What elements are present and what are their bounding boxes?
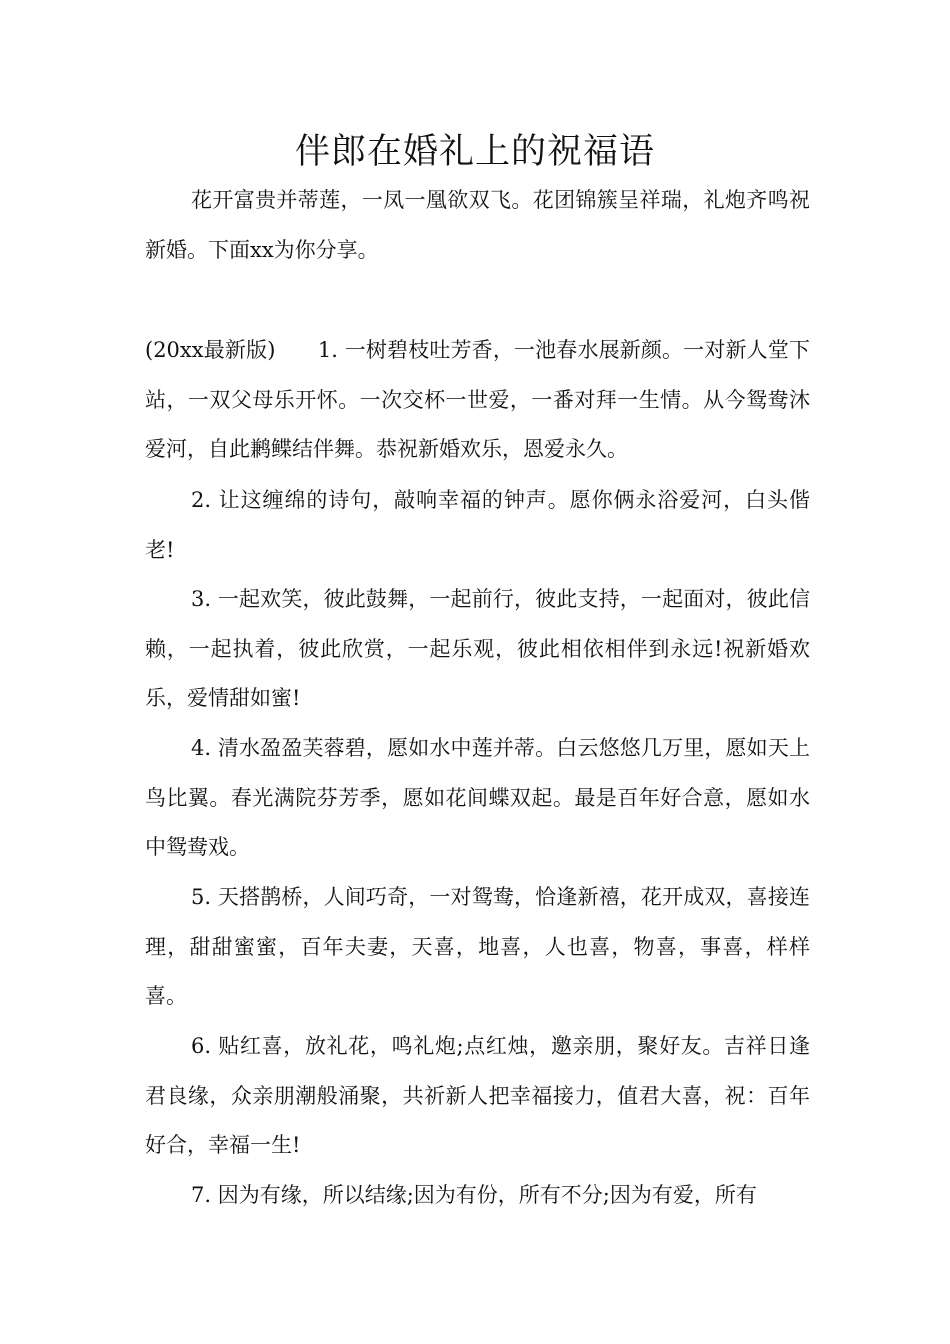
blessing-paragraph-3: 3. 一起欢笑，彼此鼓舞，一起前行，彼此支持，一起面对，彼此信赖，一起执着，彼此欣赏，一起乐观，彼此相依相伴到永远!祝新婚欢乐，爱情甜如蜜!	[145, 587, 810, 710]
blessing-paragraph-6: 6. 贴红喜，放礼花，鸣礼炮;点红烛，邀亲朋，聚好友。吉祥日逢君良缘，众亲朋潮般涌聚，共祈新人把幸福接力，值君大喜，祝：百年好合，幸福一生!	[145, 1034, 810, 1157]
blessing-paragraph-7: 7. 因为有缘，所以结缘;因为有份，所有不分;因为有爱，所有	[191, 1183, 757, 1207]
blessing-paragraph-4: 4. 清水盈盈芙蓉碧，愿如水中莲并蒂。白云悠悠几万里，愿如天上鸟比翼。春光满院芬芳季，愿如花间蝶双起。最是百年好合意，愿如水中鸳鸯戏。	[145, 736, 810, 859]
intro-paragraph: 花开富贵并蒂莲，一凤一凰欲双飞。花团锦簇呈祥瑞，礼炮齐鸣祝新婚。下面xx为你分享。	[145, 188, 810, 262]
blessing-paragraph-5: 5. 天搭鹊桥，人间巧奇，一对鸳鸯，恰逢新禧，花开成双，喜接连理，甜甜蜜蜜，百年夫妻，天喜，地喜，人也喜，物喜，事喜，样样喜。	[145, 885, 810, 1008]
blessing-paragraph-2: 2. 让这缠绵的诗句，敲响幸福的钟声。愿你俩永浴爱河，白头偕老!	[145, 488, 810, 562]
blessing-paragraph-1: (20xx最新版) 1. 一树碧枝吐芳香，一池春水展新颜。一对新人堂下站，一双父母乐开怀。一次交杯一世爱，一番对拜一生情。从今鸳鸯沐爱河，自此鹣鲽结伴舞。恭祝新婚欢乐，恩爱永久。	[145, 338, 810, 461]
document-title: 伴郎在婚礼上的祝福语	[294, 132, 655, 172]
